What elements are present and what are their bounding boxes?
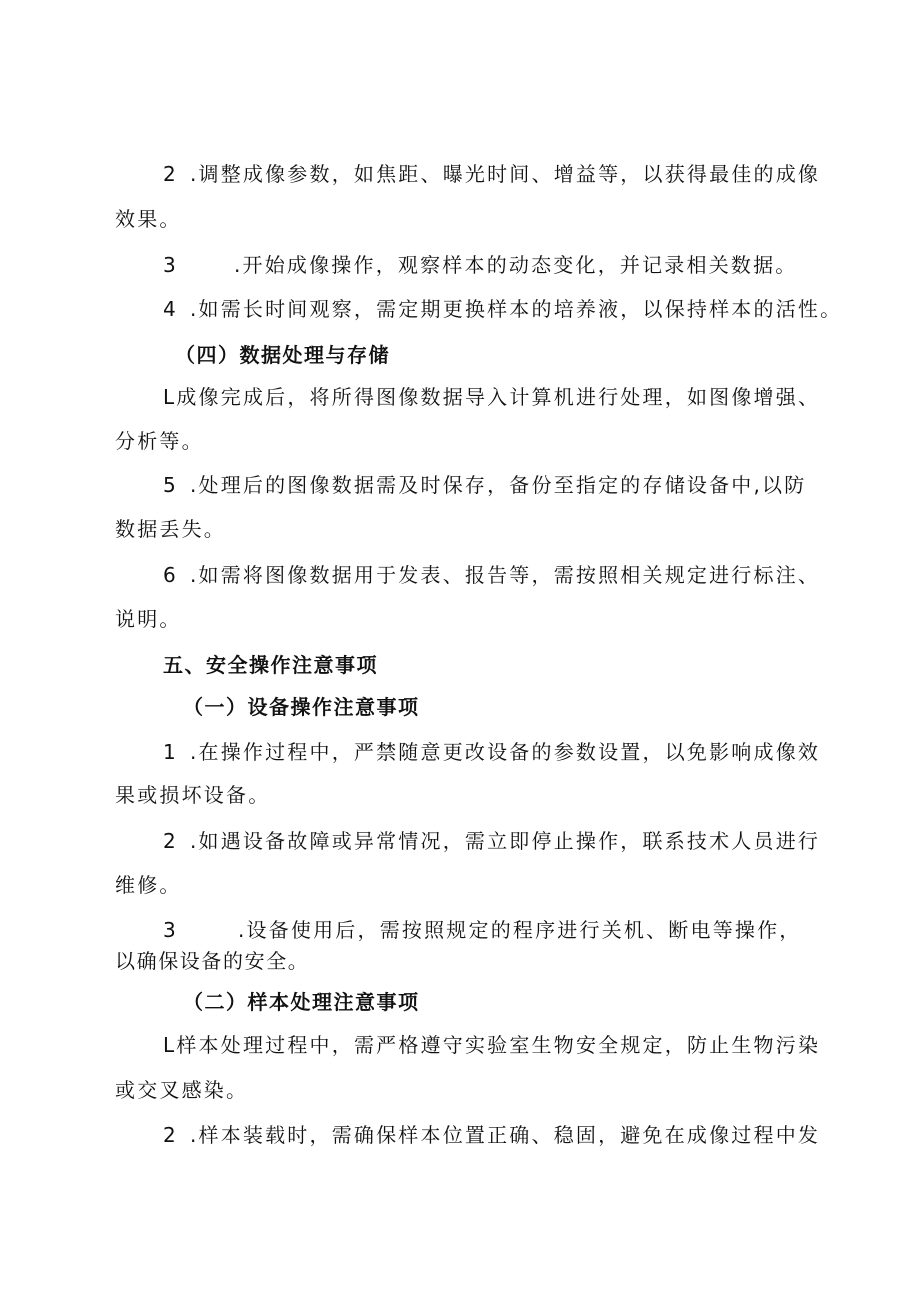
item-3-line-1: [163, 250, 798, 280]
eq-item-3-line-2: 以确保设备的安全。: [115, 949, 310, 973]
item-4-text: .如需长时间观察，需定期更换样本的培养液，以保持样本的活性。: [189, 297, 843, 321]
dp-item-6-line-1: [163, 560, 820, 590]
eq-item-2-number: 2: [163, 829, 178, 853]
dp-item-6-text: .如需将图像数据用于发表、报告等，需按照相关规定进行标注、: [189, 563, 821, 587]
dp-item-1-line-2: 分析等。: [115, 429, 204, 453]
eq-item-1-number: 1: [163, 740, 178, 764]
data-processing-heading: （四）数据处理与存储: [175, 343, 390, 367]
item-2-line-2: 效果。: [115, 207, 182, 231]
equipment-heading: （一）设备操作注意事项: [183, 695, 420, 719]
eq-item-1-line-1: [163, 737, 820, 767]
eq-item-3-text: .设备使用后，需按照规定的程序进行关机、断电等操作，: [237, 918, 802, 942]
dp-item-5-line-2: 数据丢失。: [115, 517, 226, 541]
eq-item-3-line-1: [163, 915, 802, 945]
eq-item-3-number: 3: [163, 918, 178, 942]
dp-item-6-number: 6: [163, 563, 178, 587]
dp-item-1-line-1: L成像完成后，将所得图像数据导入计算机进行处理，如图像增强、: [163, 385, 821, 409]
item-4-line-1: [163, 294, 842, 324]
item-3-text: .开始成像操作，观察样本的动态变化，并记录相关数据。: [233, 253, 798, 277]
sm-item-2-text: .样本装载时，需确保样本位置正确、稳固，避免在成像过程中发: [189, 1123, 821, 1147]
item-2-text: .调整成像参数，如焦距、曝光时间、增益等，以获得最佳的成像: [189, 162, 821, 186]
eq-item-1-line-2: 果或损坏设备。: [115, 783, 271, 807]
eq-item-1-text: .在操作过程中，严禁随意更改设备的参数设置，以免影响成像效: [189, 740, 821, 764]
sm-item-2-line-1: [163, 1120, 820, 1150]
dp-item-6-line-2: 说明。: [115, 607, 182, 631]
item-4-number: 4: [163, 297, 178, 321]
sm-item-1-line-1: L样本处理过程中，需严格遵守实验室生物安全规定，防止生物污染: [163, 1033, 821, 1057]
item-3-number: 3: [163, 253, 178, 277]
eq-item-2-line-1: [163, 826, 820, 856]
sm-item-2-number: 2: [163, 1123, 178, 1147]
dp-item-5-number: 5: [163, 473, 178, 497]
item-2-number: 2: [163, 162, 178, 186]
eq-item-2-line-2: 维修。: [115, 873, 182, 897]
dp-item-5-line-1: [163, 470, 806, 500]
item-2-line-1: [163, 159, 820, 189]
safety-heading: 五、安全操作注意事项: [163, 653, 378, 677]
eq-item-2-text: .如遇设备故障或异常情况，需立即停止操作，联系技术人员进行: [189, 829, 821, 853]
sample-heading: （二）样本处理注意事项: [183, 990, 420, 1014]
sm-item-1-line-2: 或交叉感染。: [115, 1078, 249, 1102]
dp-item-5-text: .处理后的图像数据需及时保存，备份至指定的存储设备中,以防: [189, 473, 807, 497]
